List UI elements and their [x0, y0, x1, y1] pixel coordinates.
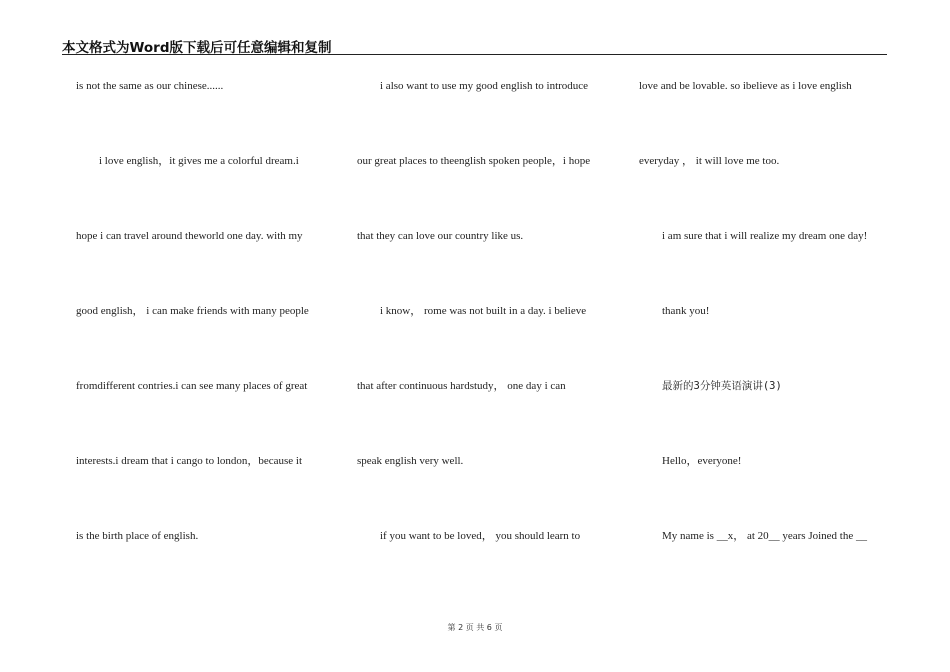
page-number-footer: 第 2 页 共 6 页 — [447, 623, 503, 632]
col3-line-7: My name is __x， at 20__ years Joined the __ — [662, 530, 867, 542]
col1-line-3: hope i can travel around theworld one day. with my — [76, 230, 303, 242]
col2-line-6: speak english very well. — [357, 455, 464, 467]
col1-line-7: is the birth place of english. — [76, 530, 199, 542]
col3-line-1: love and be lovable. so ibelieve as i love english — [639, 80, 852, 92]
col1-line-1: is not the same as our chinese...... — [76, 80, 224, 92]
col2-line-5: that after continuous hardstudy， one day i can — [357, 380, 566, 392]
col1-line-2: i love english，it gives me a colorful dream.i — [99, 155, 299, 167]
col3-line-4: thank you! — [662, 305, 710, 317]
col2-line-4: i know， rome was not built in a day. i believe — [380, 305, 587, 317]
document-header-title: 本文格式为Word版下载后可任意编辑和复制 — [62, 40, 332, 56]
col2-line-3: that they can love our country like us. — [357, 230, 524, 242]
header-divider — [62, 54, 887, 55]
col2-line-7: if you want to be loved， you should learn to — [380, 530, 581, 542]
col2-line-1: i also want to use my good english to introduce — [380, 80, 589, 92]
col3-line-6: Hello，everyone! — [662, 455, 742, 467]
col2-line-2: our great places to theenglish spoken people，i hope — [357, 155, 591, 167]
col1-line-6: interests.i dream that i cango to london，because it — [76, 455, 303, 467]
col3-line-2: everyday ， it will love me too. — [639, 155, 780, 167]
col3-line-3: i am sure that i will realize my dream one day! — [662, 230, 868, 242]
col3-section-heading: 最新的3分钟英语演讲(3) — [662, 380, 782, 392]
col1-line-4: good english， i can make friends with many people — [76, 305, 309, 317]
col1-line-5: fromdifferent contries.i can see many places of great — [76, 380, 308, 392]
